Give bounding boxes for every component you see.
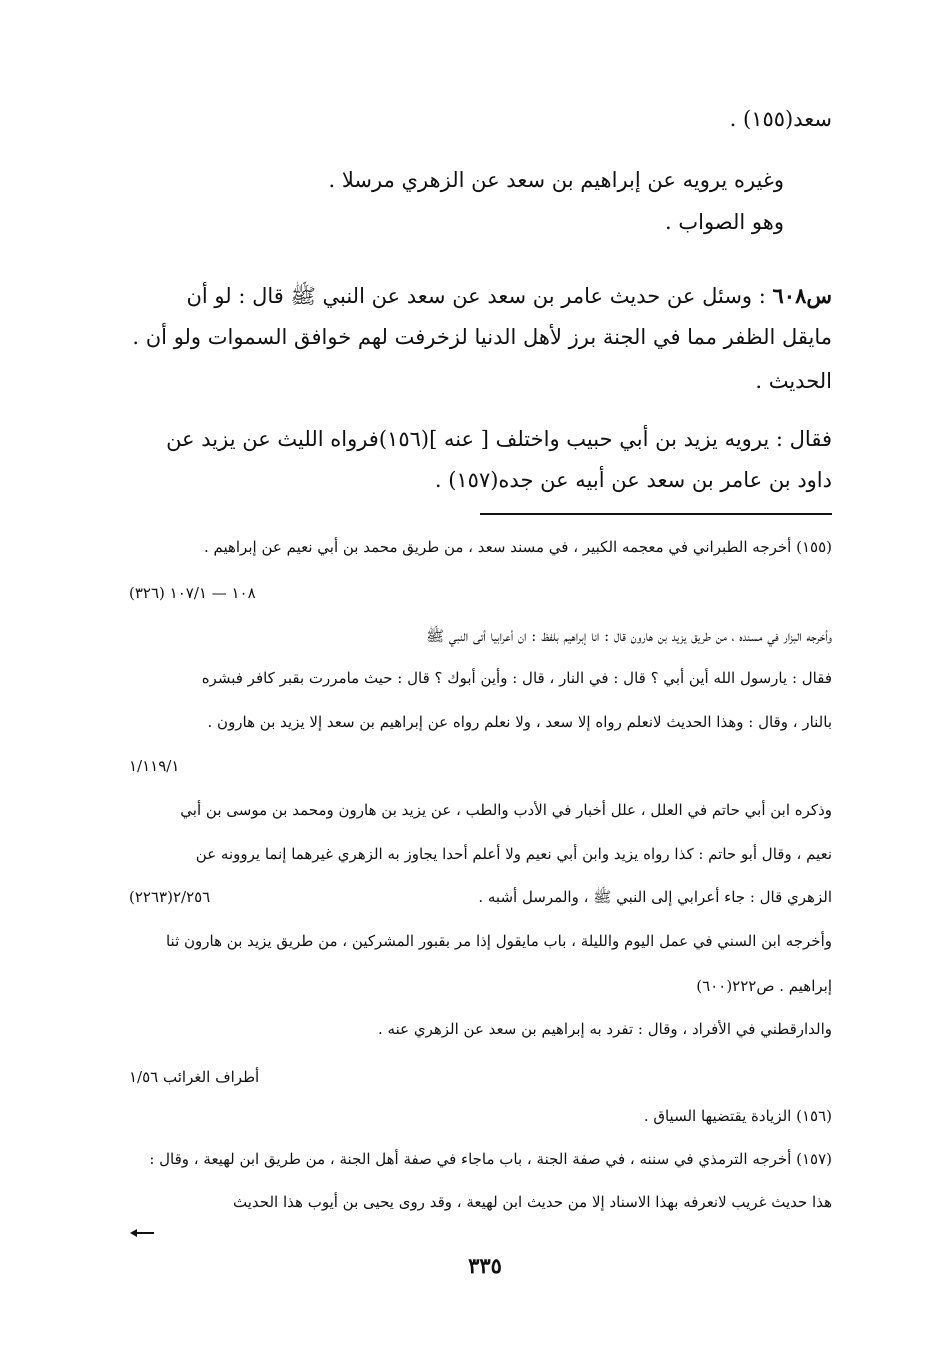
footnote-155-line-9: إبراهيم . ص٢٢٢(٦٠٠) (696, 977, 832, 995)
answer-line-2: داود بن عامر بن سعد عن أبيه عن جده(١٥٧) . (434, 468, 832, 492)
footnote-155-reference-3: ٢/٢٥٦(٢٢٦٣) (129, 888, 211, 906)
answer-line-1: فقال : يرويه يزيد بن أبي حبيب واختلف [ عنه ](١٥٦)فرواه الليث عن يزيد عن (166, 427, 832, 451)
main-line-3: وهو الصواب . (665, 210, 784, 234)
footnote-157-line-2: هذا حديث غريب لانعرفه بهذا الاسناد إلا من حديث ابن لهيعة ، وقد روى يحيى بن أيوب هذا الحديث (233, 1193, 832, 1211)
footnote-155-line-3: فقال : يارسول الله أين أبي ؟ قال : في النار ، قال : وأين أبوك ؟ قال : حيث مامررت بقبر كافر فبشره (201, 669, 832, 687)
footnote-155-line-8: وأخرجه ابن السني في عمل اليوم والليلة ، باب مايقول إذا مر بقبور المشركين ، من طريق يزيد بن هارون ثنا (165, 932, 832, 950)
footnote-155-line-1: (١٥٥) أخرجه الطبراني في معجمه الكبير ، في مسند سعد ، من طريق محمد بن أبي نعيم عن إبراهيم . (203, 538, 832, 556)
main-line-1: سعد(١٥٥) . (729, 107, 832, 131)
footnote-155-line-2: وأخرجه البزار في مسنده ، من طريق يزيد بن هارون قال : انا إبراهيم بلفظ : ان أعرابيا أتى النبي ﷺ (425, 627, 832, 645)
footnote-155-line-10: والدارقطني في الأفراد ، وقال : تفرد به إبراهيم بن سعد عن الزهري عنه . (378, 1020, 832, 1038)
footnote-divider (480, 513, 832, 515)
question-line-3: الحديث . (755, 369, 832, 393)
question-label: س٦٠٨ (772, 283, 832, 308)
footnote-155-line-6: نعيم ، وقال أبو حاتم : كذا رواه يزيد وابن أبي نعيم ولا أعلم أحدا يجاوز به الزهري غيرهما إنما يروونه عن (195, 845, 832, 863)
footnote-155-reference-2: ١/١١٩/١ (129, 757, 180, 775)
footnote-155-line-4: بالنار ، وقال : وهذا الحديث لانعلم رواه إلا سعد ، ولا نعلم رواه عن إبراهيم بن سعد إلا يزيد بن هارون . (207, 713, 832, 731)
question-line-1-text: : وسئل عن حديث عامر بن سعد عن سعد عن النبي ﷺ قال : لو أن (186, 284, 766, 308)
footnote-155-reference-1: ١٠٨ — ١٠٧/١ (٣٢٦) (129, 584, 256, 602)
main-line-2: وغيره يرويه عن إبراهيم بن سعد عن الزهري مرسلا . (328, 168, 784, 192)
left-arrow-icon (129, 1228, 155, 1238)
footnote-155-line-5: وذكره ابن أبي حاتم في العلل ، علل أخبار في الأدب والطب ، عن يزيد بن هارون ومحمد بن موسى بن أبي (180, 801, 832, 819)
footnote-155-line-7: الزهري قال : جاء أعرابي إلى النبي ﷺ ، والمرسل أشبه . (478, 888, 832, 906)
question-line-1 (112, 281, 832, 311)
footnote-155-line-11: أطراف الغرائب ١/٥٦ (129, 1068, 260, 1086)
question-line-2: مايقل الظفر مما في الجنة برز لأهل الدنيا لزخرفت لهم خوافق السموات ولو أن . (132, 325, 832, 349)
footnote-157-line-1: (١٥٧) أخرجه الترمذي في سننه ، في صفة الجنة ، باب ماجاء في صفة أهل الجنة ، من طريق ابن لهيعة ، وقال : (149, 1150, 832, 1168)
footnote-156: (١٥٦) الزيادة يقتضيها السياق . (643, 1107, 832, 1125)
page-number: ٣٣٥ (468, 1253, 502, 1278)
